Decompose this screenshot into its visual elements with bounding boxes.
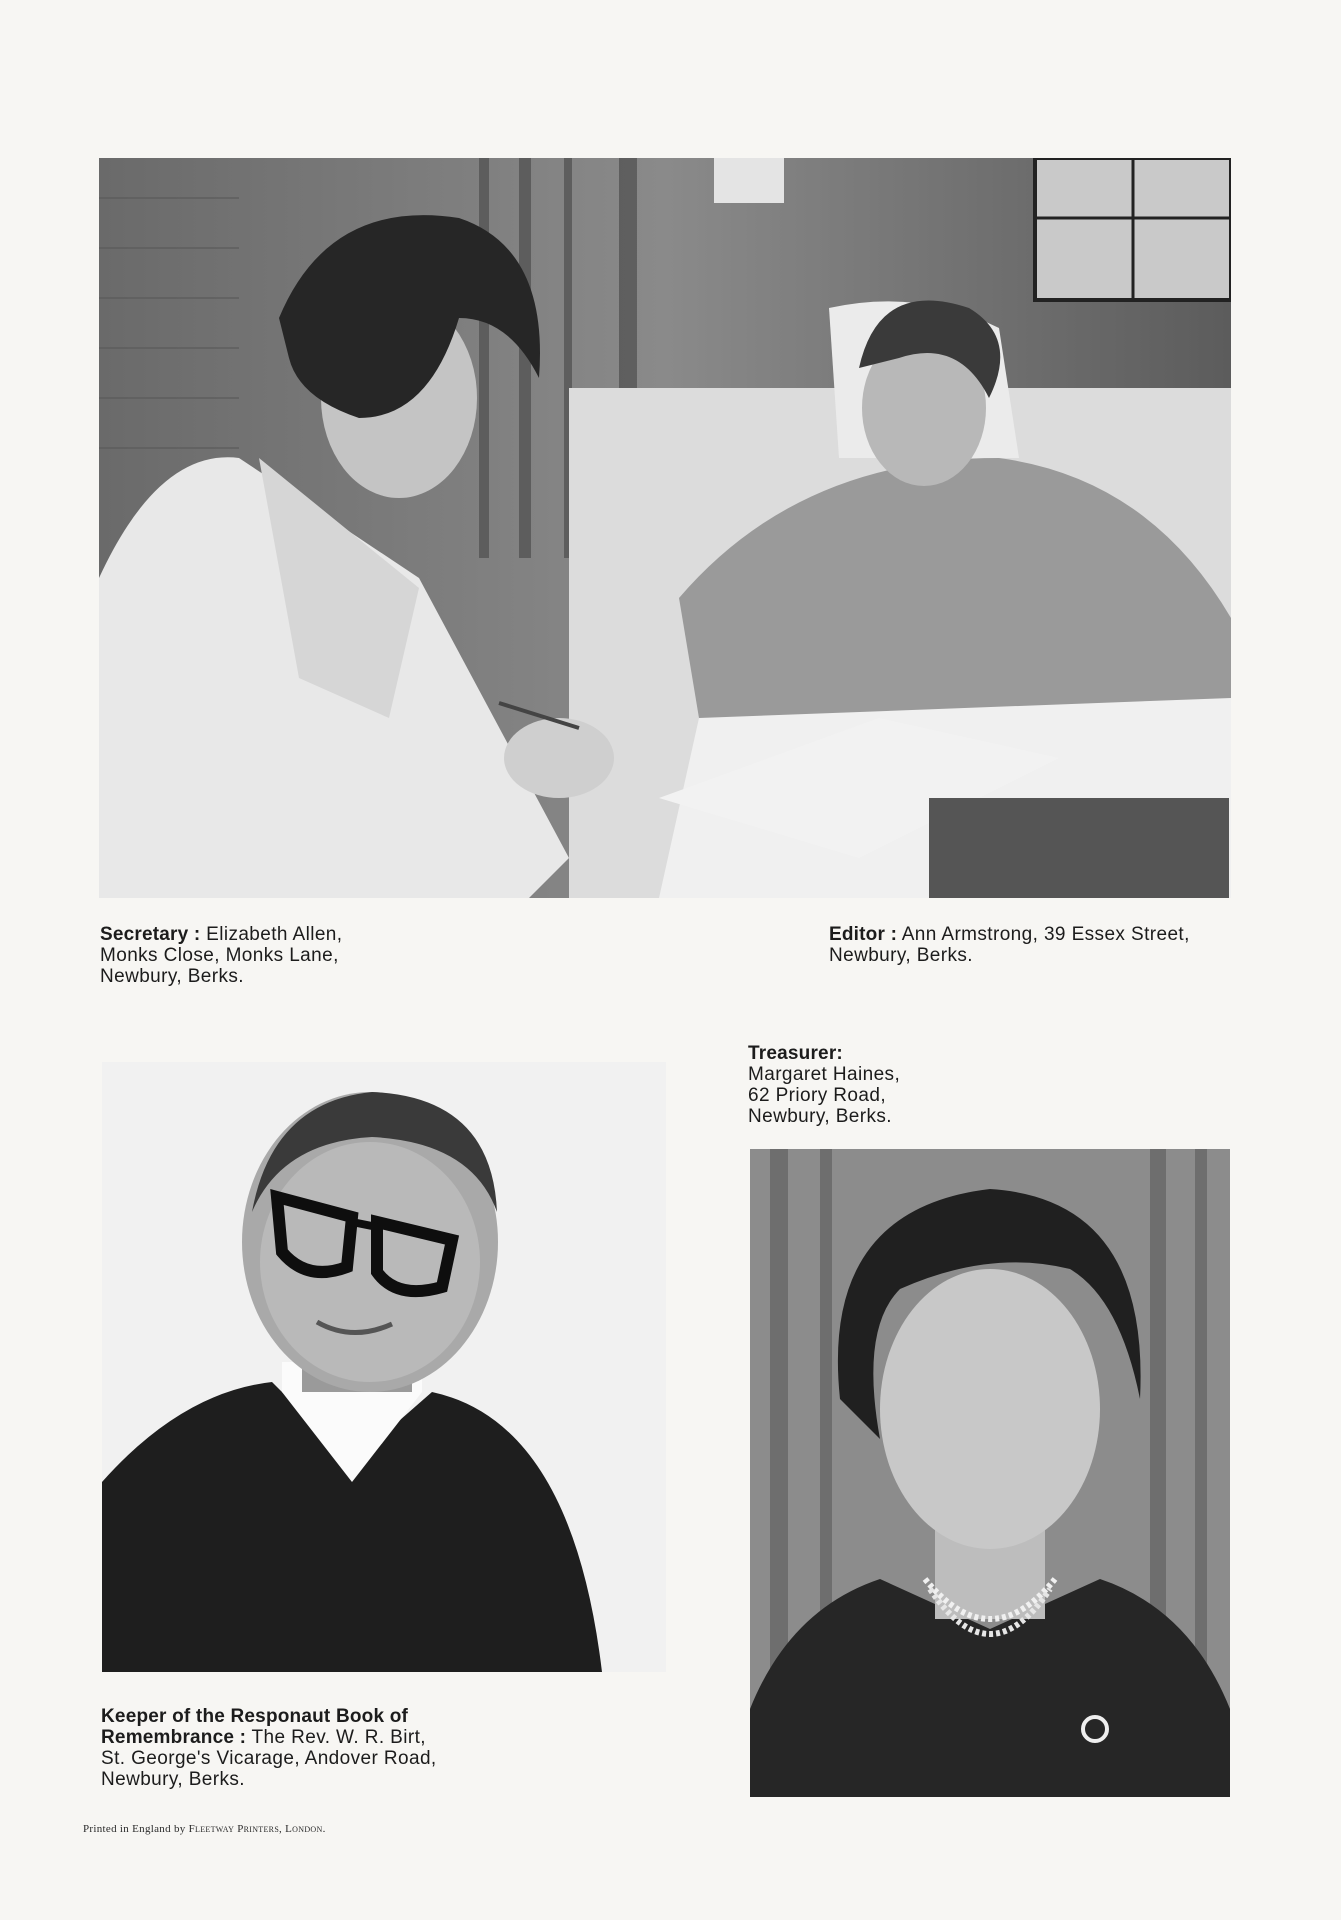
keeper-role-2: Remembrance : [101, 1727, 247, 1748]
editor-address-2: Newbury, Berks. [829, 945, 973, 966]
editor-caption [829, 924, 1190, 966]
keeper-name: The Rev. W. R. Birt, [251, 1727, 426, 1748]
treasurer-caption [748, 1043, 900, 1127]
photo-secretary-editor [99, 158, 1231, 898]
treasurer-address-2: Newbury, Berks. [748, 1106, 892, 1127]
footer-prefix: Printed in England by [83, 1823, 186, 1835]
photo-treasurer [750, 1149, 1230, 1797]
secretary-address-1: Monks Close, Monks Lane, [100, 945, 339, 966]
keeper-address-2: Newbury, Berks. [101, 1769, 245, 1790]
keeper-caption [101, 1706, 437, 1790]
secretary-address-2: Newbury, Berks. [100, 966, 244, 987]
editor-name-address: Ann Armstrong, 39 Essex Street, [901, 924, 1190, 945]
keeper-role-1: Keeper of the Responaut Book of [101, 1706, 409, 1727]
footer-printer: Fleetway Printers, London. [188, 1823, 326, 1835]
secretary-caption [100, 924, 342, 987]
editor-role: Editor : [829, 924, 898, 945]
treasurer-address-1: 62 Priory Road, [748, 1085, 887, 1106]
treasurer-role: Treasurer: [748, 1043, 843, 1064]
secretary-role: Secretary : [100, 924, 201, 945]
treasurer-name: Margaret Haines, [748, 1064, 901, 1085]
photo-keeper [102, 1062, 666, 1672]
printer-footer [83, 1823, 326, 1835]
secretary-name: Elizabeth Allen, [206, 924, 343, 945]
keeper-address-1: St. George's Vicarage, Andover Road, [101, 1748, 437, 1769]
